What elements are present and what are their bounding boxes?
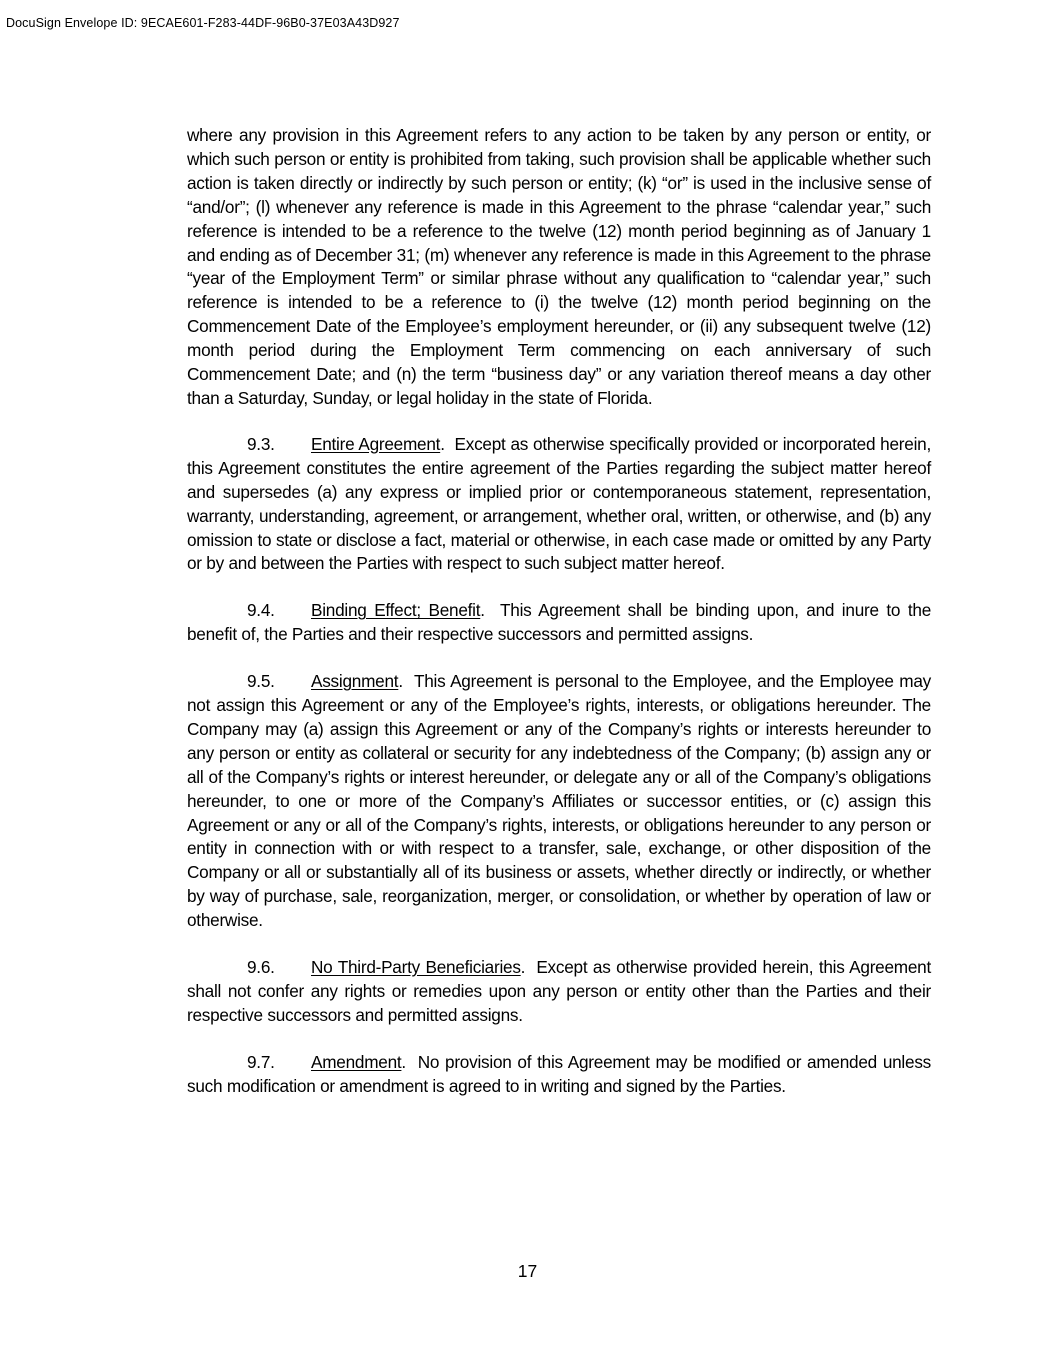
section-text: Except as otherwise provided herein, this Agreement shall not confer any rights or remedies upon any person or entity other than the Parties and their respective successors and permitted assigns. (187, 957, 932, 1025)
section-title: No Third-Party Beneficiaries (311, 957, 521, 978)
section-9-4: 9.4. Binding Effect; Benefit. This Agreement shall be binding upon, and inure to the benefit of, the Parties and their respective successors and permitted assigns. (187, 600, 931, 645)
section-number: 9.6. (247, 957, 275, 978)
section-number: 9.5. (247, 671, 275, 692)
section-title: Entire Agreement (311, 433, 441, 454)
document-body (187, 124, 931, 1122)
section-text: Except as otherwise specifically provided or incorporated herein, this Agreement constitutes the entire agreement of the Parties regarding the subject matter hereof and supersedes (a) any express or implied prior or contemporaneous statement, representation, warranty, understanding, agreement, or arrangement, whether oral, written, or otherwise, and (b) any omission to state or disclose a fact, material or otherwise, in each case made or omitted by any Party or by and between the Parties with respect to such subject matter hereof. (187, 433, 931, 574)
section-9-6: 9.6. No Third-Party Beneficiaries. Except as otherwise provided herein, this Agreement shall not confer any rights or remedies upon any person or entity other than the Parties and their respective successors and permitted assigns. (187, 957, 932, 1025)
section-number: 9.4. (247, 600, 275, 621)
intro-paragraph: where any provision in this Agreement refers to any action to be taken by any person or entity, or which such person or entity is prohibited from taking, such provision shall be applicable whether such action is taken directly or indirectly by such person or entity; (k) “or” is used in the inclusive sense of “and/or”; (l) whenever any reference is made in this Agreement to the phrase “calendar year,” such reference is intended to be a reference to the twelve (12) month period beginning as of January 1 and ending as of December 31; (m) whenever any reference is made in this Agreement to the phrase “year of the Employment Term” or similar phrase without any qualification to “calendar year,” such reference is intended to be a reference to (i) the twelve (12) month period beginning on the Commencement Date of the Employee’s employment hereunder, or (ii) any subsequent twelve (12) month period during the Employment Term commencing on each anniversary of such Commencement Date; and (n) the term “business day” or any variation thereof means a day other than a Saturday, Sunday, or legal holiday in the state of Florida. (187, 125, 931, 408)
docusign-envelope-id: DocuSign Envelope ID: 9ECAE601-F283-44DF-96B0-37E03A43D927 (6, 16, 400, 30)
section-9-5: 9.5. Assignment. This Agreement is personal to the Employee, and the Employee may not assign this Agreement or any of the Employee’s rights, interests, or obligations hereunder. The Company may (a) assign this Agreement or any of the Company’s rights or interests hereunder to any person or entity as collateral or security for any indebtedness of the Company; (b) assign any or all of the Company’s rights or interest hereunder, or delegate any or all of the Company’s obligations hereunder, to one or more of the Company’s Affiliates or successor entities, or (c) assign this Agreement or any or all of the Company’s rights, interests, or obligations hereunder to any person or entity in connection with or with respect to a transfer, sale, exchange, or other disposition of the Company or all or substantially all of its business or assets, whether directly or indirectly, or whether by way of purchase, sale, reorganization, merger, or consolidation, or whether by operation of law or otherwise. (187, 671, 932, 931)
section-text: No provision of this Agreement may be modified or amended unless such modification or amendment is agreed to in writing and signed by the Parties. (187, 1051, 932, 1096)
section-title: Amendment (311, 1051, 402, 1072)
section-text: This Agreement shall be binding upon, and inure to the benefit of, the Parties and their respective successors and permitted assigns. (187, 600, 931, 645)
section-number: 9.7. (247, 1051, 275, 1072)
section-number: 9.3. (247, 433, 275, 454)
section-9-3: 9.3. Entire Agreement. Except as otherwise specifically provided or incorporated herein, this Agreement constitutes the entire agreement of the Parties regarding the subject matter hereof and supersedes (a) any express or implied prior or contemporaneous statement, representation, warranty, understanding, agreement, or arrangement, whether oral, written, or otherwise, and (b) any omission to state or disclose a fact, material or otherwise, in each case made or omitted by any Party or by and between the Parties with respect to such subject matter hereof. (187, 433, 931, 574)
page-number: 17 (517, 1261, 538, 1281)
section-title: Binding Effect; Benefit (311, 600, 481, 621)
section-text: This Agreement is personal to the Employee, and the Employee may not assign this Agreement or any of the Employee’s rights, interests, or obligations hereunder. The Company may (a) assign this Agreement or any of the Company’s rights or interests hereunder to any person or entity as collateral or security for any indebtedness of the Company; (b) assign any or all of the Company’s rights or interest hereunder, or delegate any or all of the Company’s obligations hereunder, to one or more of the Company’s Affiliates or successor entities, or (c) assign this Agreement or any or all of the Company’s rights, interests, or obligations hereunder to any person or entity in connection with or with respect to a transfer, sale, exchange, or other disposition of the Company or all or substantially all of its business or assets, whether directly or indirectly, or whether by way of purchase, sale, reorganization, merger, or consolidation, or whether by operation of law or otherwise. (187, 671, 932, 931)
section-9-7: 9.7. Amendment. No provision of this Agreement may be modified or amended unless such modification or amendment is agreed to in writing and signed by the Parties. (187, 1051, 932, 1096)
section-title: Assignment (311, 671, 399, 692)
